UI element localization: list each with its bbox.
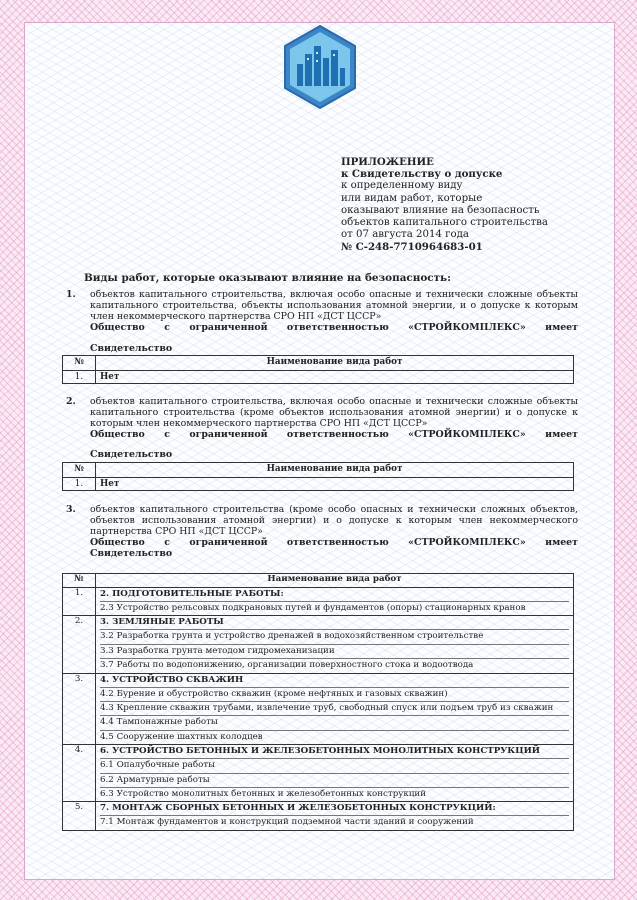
org-word: «СТРОЙКОМПЛЕКС» <box>408 322 526 333</box>
work-item: 4.5 Сооружение шахтных колодцев <box>100 730 569 744</box>
header-line: или видам работ, которые <box>341 192 483 204</box>
header-line: к Свидетельству о допуске <box>341 168 503 181</box>
section-number: 1. <box>66 289 76 300</box>
org-word: Общество <box>90 322 145 333</box>
section-3 <box>62 504 578 559</box>
col-number-header: № <box>63 463 96 478</box>
header-line: к определенному виду <box>341 180 463 192</box>
org-word: с <box>164 429 170 440</box>
svid-label-2: Свидетельство <box>90 449 173 460</box>
table-row: 3. 4. УСТРОЙСТВО СКВАЖИН 4.2 Бурение и обустройство скважин (кроме нефтяных и газовых скважин) 4.3 Крепление скважин трубами, извлечение труб, свободный спуск или подъем труб из скважин 4.4 Тампонажные работы 4.5 Сооружение шахтных колодцев <box>63 673 574 745</box>
work-group: 4. УСТРОЙСТВО СКВАЖИН <box>100 674 244 685</box>
work-group: 2. ПОДГОТОВИТЕЛЬНЫЕ РАБОТЫ: <box>100 589 284 599</box>
section-text: объектов капитального строительства (кроме особо опасных и технически сложных объектов, объектов использования атомной энергии) и о допуске к которым член некоммерческого партнерства СРО НП «ДСТ ЦССР» <box>90 504 578 537</box>
org-word: ограниченной <box>189 537 268 548</box>
org-word: ограниченной <box>189 429 268 440</box>
section-1 <box>62 289 578 333</box>
org-word: Общество <box>90 429 145 440</box>
org-word: имеет <box>545 429 578 440</box>
org-word: имеет <box>545 322 578 333</box>
org-word: имеет <box>545 537 578 548</box>
work-item: 6.2 Арматурные работы <box>100 773 569 787</box>
section-text: объектов капитального строительства, включая особо опасные и технически сложные объекты капитального строительства (кроме объектов использования атомной энергии) и о допуске к которым член некоммерческого партнерства СРО НП «ДСТ ЦССР» <box>90 396 578 429</box>
certificate-number: № С-248-7710964683-01 <box>341 241 483 254</box>
org-word: ответственностью <box>286 537 389 548</box>
work-item: 3.7 Работы по водопонижению, организации поверхностного стока и водоотвода <box>100 658 569 672</box>
col-name-header: Наименование вида работ <box>96 463 574 478</box>
section-text: объектов капитального строительства, включая особо опасные и технически сложные объекты капитального строительства, объекты использования атомной энергии, и о допуске к которым член некоммерческого партнерства СРО НП «ДСТ ЦССР» <box>90 289 578 322</box>
org-word: «СТРОЙКОМПЛЕКС» <box>408 537 526 548</box>
organization-line <box>90 322 578 333</box>
header-line: оказывают влияние на безопасность <box>341 204 540 216</box>
appendix-header <box>341 156 548 254</box>
work-item: 7.1 Монтаж фундаментов и конструкций подземной части зданий и сооружений <box>100 815 569 829</box>
work-group: 3. ЗЕМЛЯНЫЕ РАБОТЫ <box>100 617 224 628</box>
city-emblem-icon <box>281 24 359 110</box>
table-row: 5. 7. МОНТАЖ СБОРНЫХ БЕТОННЫХ И ЖЕЛЕЗОБЕТОННЫХ КОНСТРУКЦИЙ: 7.1 Монтаж фундаментов и конструкций подземной части зданий и сооружений <box>63 802 574 830</box>
svid-label-3: Свидетельство <box>90 548 173 559</box>
works-table-2 <box>62 462 574 491</box>
col-number-header: № <box>63 574 96 588</box>
work-item: 4.2 Бурение и обустройство скважин (кроме нефтяных и газовых скважин) <box>100 687 569 701</box>
table-row: 1. Нет <box>63 478 574 491</box>
work-item: 4.4 Тампонажные работы <box>100 715 569 729</box>
work-group: 7. МОНТАЖ СБОРНЫХ БЕТОННЫХ И ЖЕЛЕЗОБЕТОННЫХ КОНСТРУКЦИЙ: <box>100 803 496 814</box>
table-row: 4. 6. УСТРОЙСТВО БЕТОННЫХ И ЖЕЛЕЗОБЕТОННЫХ МОНОЛИТНЫХ КОНСТРУКЦИЙ 6.1 Опалубочные работы 6.2 Арматурные работы 6.3 Устройство монолитных бетонных и железобетонных конструкций <box>63 745 574 802</box>
svid-label-1: Свидетельство <box>90 343 173 354</box>
section-number: 2. <box>66 396 76 407</box>
works-table-3 <box>62 573 574 831</box>
org-word: с <box>164 322 170 333</box>
intro-heading: Виды работ, которые оказывают влияние на безопасность: <box>84 272 451 284</box>
appendix-title: ПРИЛОЖЕНИЕ <box>341 156 434 168</box>
organization-line <box>90 537 578 548</box>
org-word: ответственностью <box>286 322 389 333</box>
section-2 <box>62 396 578 440</box>
work-group: 6. УСТРОЙСТВО БЕТОННЫХ И ЖЕЛЕЗОБЕТОННЫХ МОНОЛИТНЫХ КОНСТРУКЦИЙ <box>100 746 541 757</box>
header-date: от 07 августа 2014 года <box>341 229 469 241</box>
org-word: Общество <box>90 537 145 548</box>
work-item: 6.1 Опалубочные работы <box>100 758 569 772</box>
org-word: «СТРОЙКОМПЛЕКС» <box>408 429 526 440</box>
col-name-header: Наименование вида работ <box>96 574 574 588</box>
header-line: объектов капитального строительства <box>341 217 548 229</box>
org-word: ограниченной <box>189 322 268 333</box>
work-item: 4.3 Крепление скважин трубами, извлечение труб, свободный спуск или подъем труб из скважин <box>100 701 569 715</box>
work-item: 2.3 Устройство рельсовых подкрановых путей и фундаментов (опоры) стационарных кранов <box>100 601 569 615</box>
org-word: с <box>164 537 170 548</box>
work-item: 3.2 Разработка грунта и устройство дренажей в водохозяйственном строительстве <box>100 629 569 643</box>
section-number: 3. <box>66 504 76 515</box>
work-item: 6.3 Устройство монолитных бетонных и железобетонных конструкций <box>100 787 569 801</box>
works-table-1 <box>62 355 574 384</box>
org-word: ответственностью <box>286 429 389 440</box>
table-row: 2. 3. ЗЕМЛЯНЫЕ РАБОТЫ 3.2 Разработка грунта и устройство дренажей в водохозяйственном строительстве 3.3 Разработка грунта методом гидромеханизации 3.7 Работы по водопонижению, организации поверхностного стока и водоотвода <box>63 616 574 673</box>
col-number-header: № <box>63 356 96 371</box>
table-row: 1. Нет <box>63 371 574 384</box>
work-item: 3.3 Разработка грунта методом гидромеханизации <box>100 644 569 658</box>
table-row: 1. 2. ПОДГОТОВИТЕЛЬНЫЕ РАБОТЫ: 2.3 Устройство рельсовых подкрановых путей и фундаментов (опоры) стационарных кранов <box>63 588 574 616</box>
organization-line <box>90 429 578 440</box>
col-name-header: Наименование вида работ <box>96 356 574 371</box>
